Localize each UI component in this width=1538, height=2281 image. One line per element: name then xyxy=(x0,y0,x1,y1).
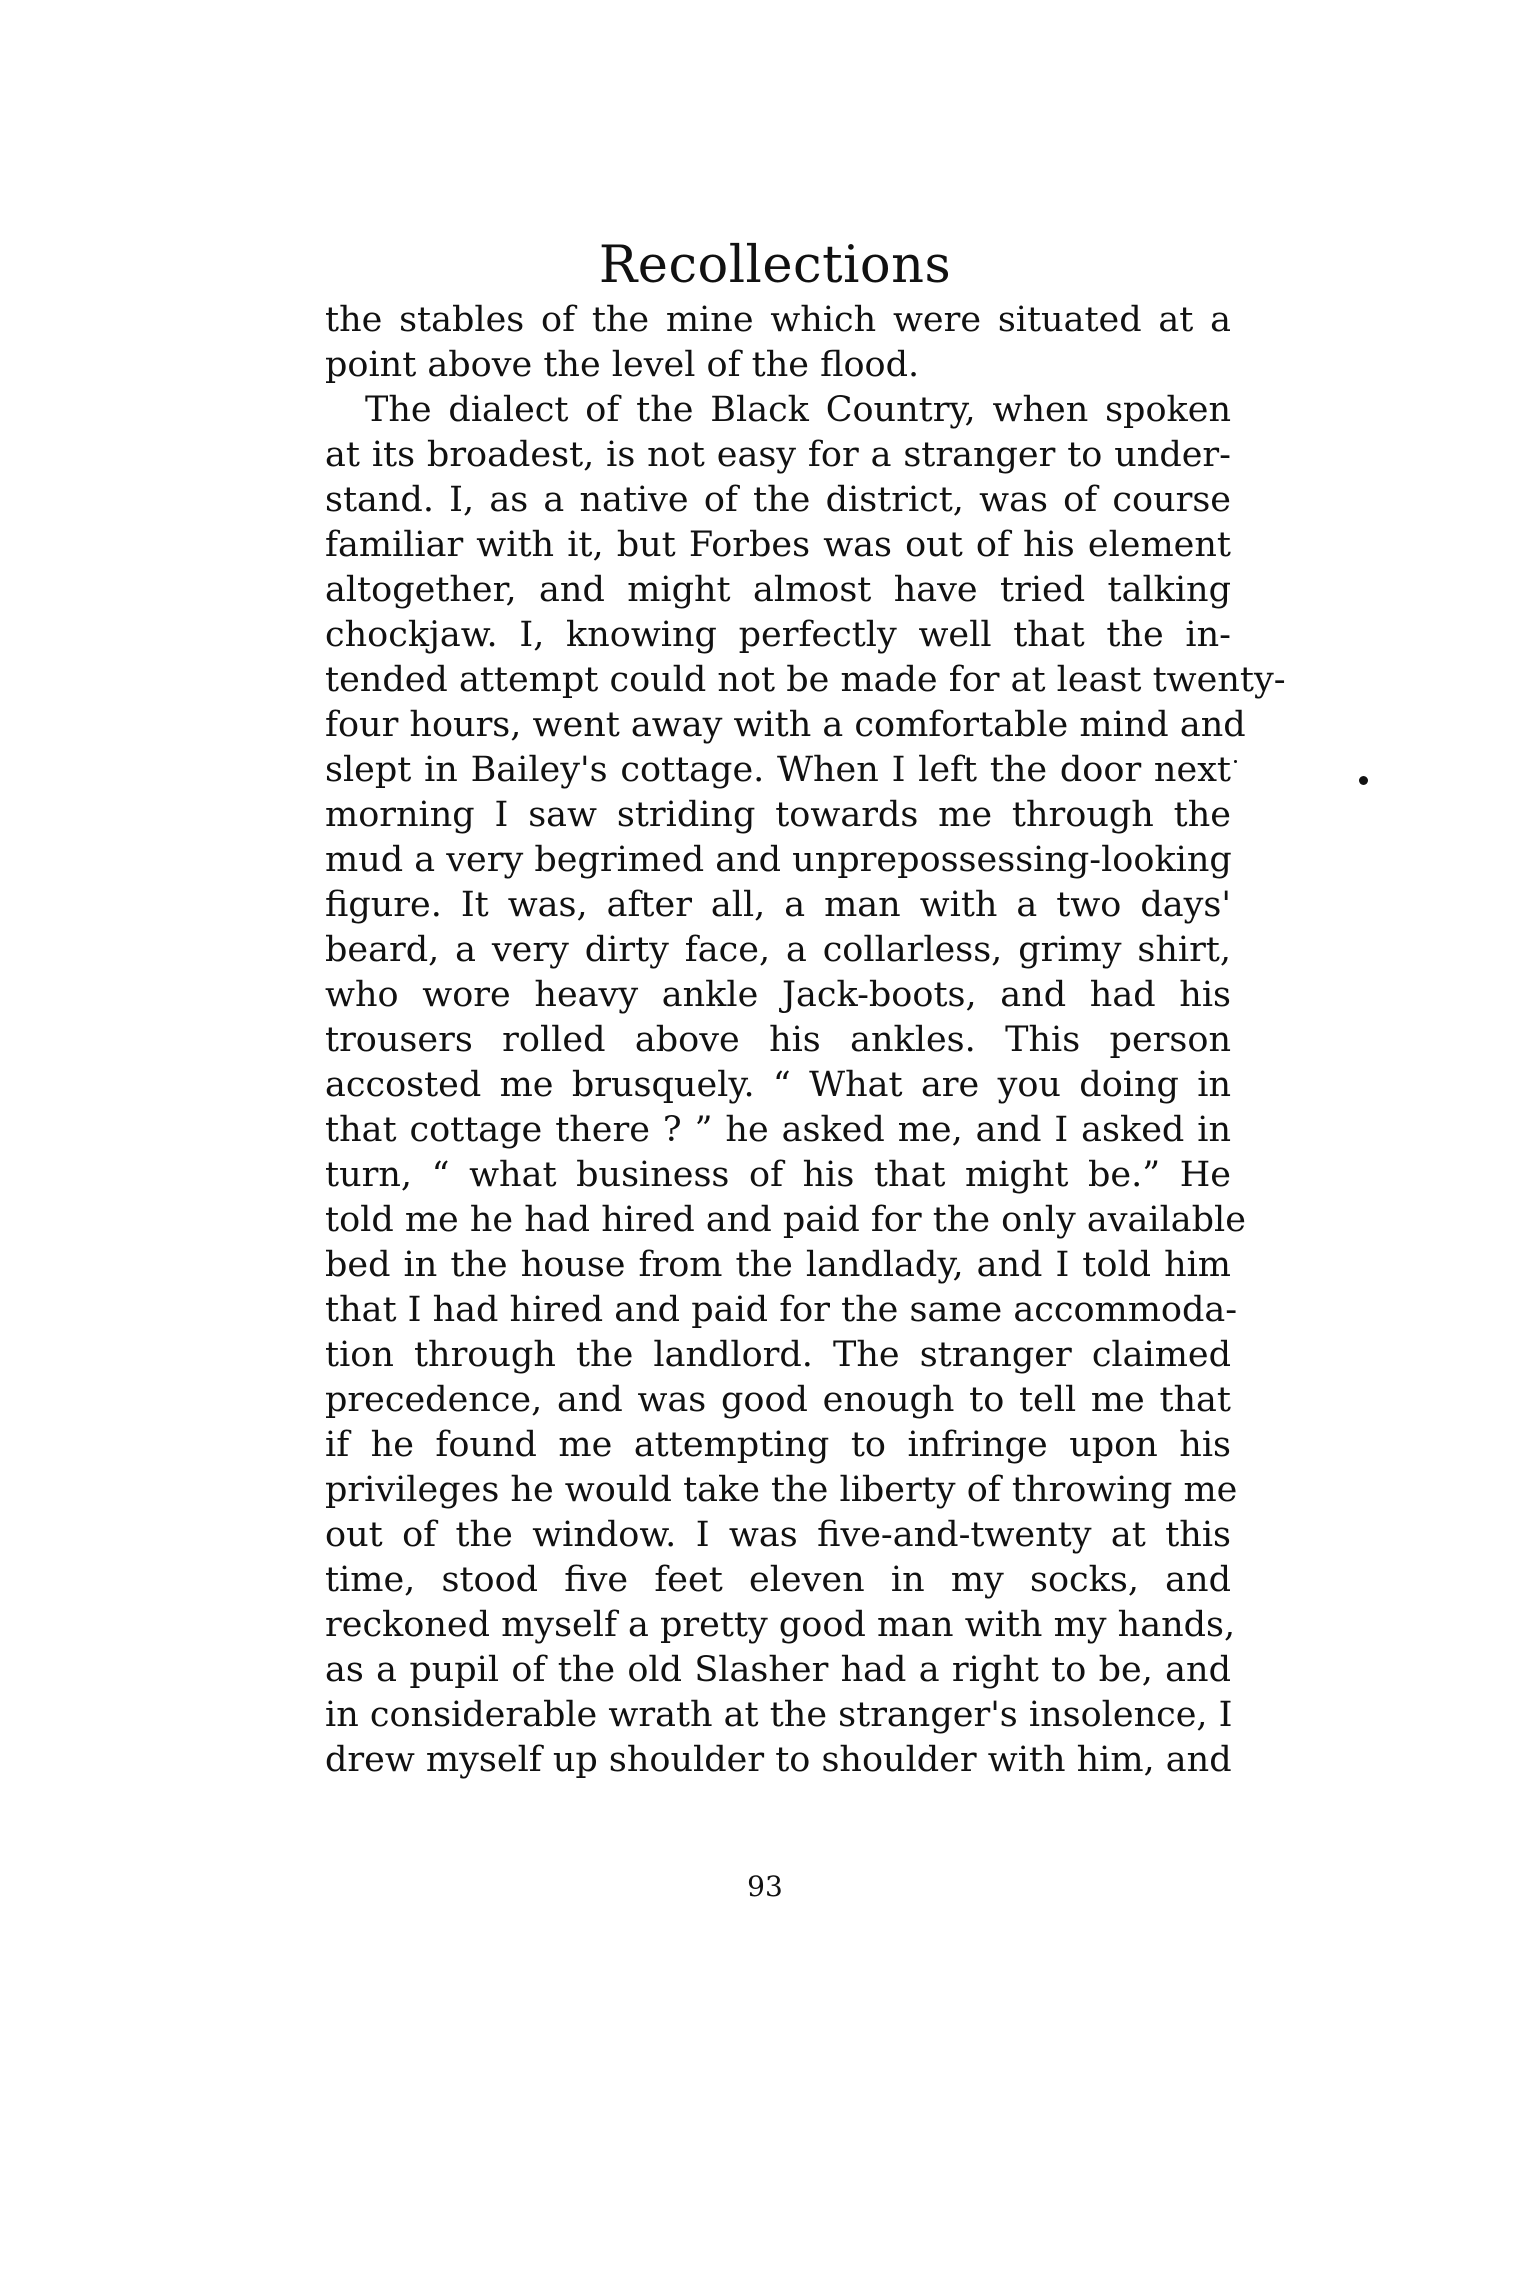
text-line: point above the level of the flood. xyxy=(325,345,920,385)
text-line: mud a very begrimed and unprepossessing-looking xyxy=(325,840,1232,880)
text-line: that cottage there ? ” he asked me, and I asked in xyxy=(325,1110,1231,1150)
text-line: accosted me brusquely. “ What are you doing in xyxy=(325,1065,1231,1105)
text-line: drew myself up shoulder to shoulder with him, and xyxy=(325,1740,1232,1780)
ink-speck xyxy=(1234,760,1237,763)
text-line: bed in the house from the landlady, and I told him xyxy=(325,1245,1231,1285)
ink-speck xyxy=(1359,776,1368,785)
text-line: at its broadest, is not easy for a stranger to under- xyxy=(325,435,1231,475)
text-line: stand. I, as a native of the district, was of course xyxy=(325,480,1231,520)
text-line: tion through the landlord. The stranger claimed xyxy=(325,1335,1231,1375)
text-line: The dialect of the Black Country, when spoken xyxy=(365,390,1231,430)
text-line: four hours, went away with a comfortable mind and xyxy=(325,705,1246,745)
text-line: privileges he would take the liberty of throwing me xyxy=(325,1470,1238,1510)
page-number: 93 xyxy=(747,1870,783,1903)
text-line: told me he had hired and paid for the only available xyxy=(325,1200,1246,1240)
text-line: morning I saw striding towards me through the xyxy=(325,795,1231,835)
text-line: altogether, and might almost have tried talking xyxy=(325,570,1231,610)
text-line: reckoned myself a pretty good man with my hands, xyxy=(325,1605,1236,1645)
text-line: familiar with it, but Forbes was out of his element xyxy=(325,525,1231,565)
text-line: who wore heavy ankle Jack-boots, and had his xyxy=(325,975,1231,1015)
text-line: figure. It was, after all, a man with a two days' xyxy=(325,885,1231,925)
text-line: as a pupil of the old Slasher had a right to be, and xyxy=(325,1650,1231,1690)
text-line: if he found me attempting to infringe upon his xyxy=(325,1425,1231,1465)
text-line: precedence, and was good enough to tell me that xyxy=(325,1380,1231,1420)
text-line: time, stood five feet eleven in my socks, and xyxy=(325,1560,1231,1600)
text-line: trousers rolled above his ankles. This person xyxy=(325,1020,1231,1060)
body-text xyxy=(325,298,1286,1783)
text-line: the stables of the mine which were situated at a xyxy=(325,300,1231,340)
text-line: that I had hired and paid for the same accommoda- xyxy=(325,1290,1238,1330)
text-line: turn, “ what business of his that might be.” He xyxy=(325,1155,1231,1195)
text-line: beard, a very dirty face, a collarless, grimy shirt, xyxy=(325,930,1231,970)
text-line: slept in Bailey's cottage. When I left the door next xyxy=(325,750,1231,790)
text-line: tended attempt could not be made for at least twenty- xyxy=(325,660,1286,700)
running-head: Recollections xyxy=(598,236,952,295)
text-line: in considerable wrath at the stranger's insolence, I xyxy=(325,1695,1233,1735)
text-line: chockjaw. I, knowing perfectly well that the in- xyxy=(325,615,1231,655)
text-line: out of the window. I was five-and-twenty at this xyxy=(325,1515,1231,1555)
